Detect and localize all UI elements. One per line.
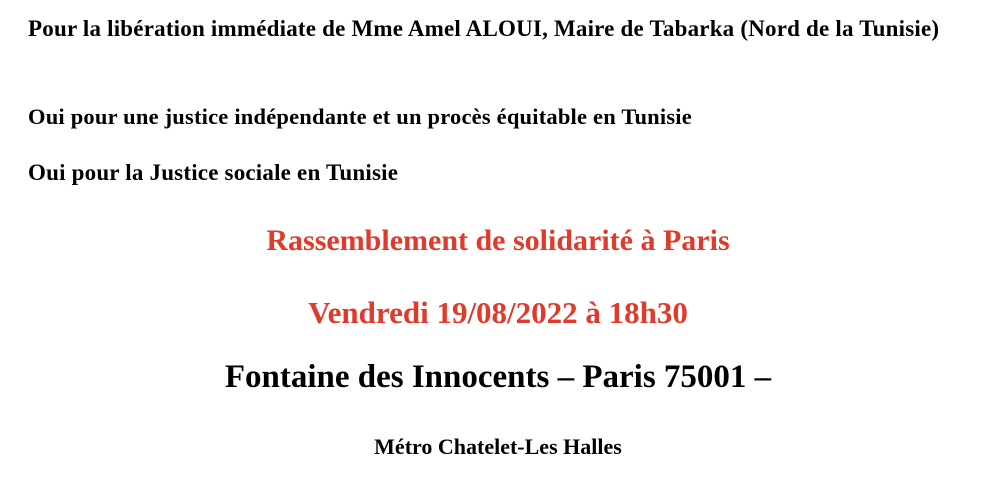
rally-title: Rassemblement de solidarité à Paris [266, 224, 730, 257]
rally-location: Fontaine des Innocents – Paris 75001 – [224, 359, 772, 395]
rally-datetime: Vendredi 19/08/2022 à 18h30 [308, 295, 688, 330]
line-justice-independante: Oui pour une justice indépendante et un procès équitable en Tunisie [28, 104, 692, 129]
headline-liberation: Pour la libération immédiate de Mme Amel ALOUI, Maire de Tabarka (Nord de la Tunisie) [28, 16, 940, 41]
rally-metro-info: Métro Chatelet-Les Halles [374, 434, 622, 459]
line-justice-sociale: Oui pour la Justice sociale en Tunisie [28, 160, 399, 185]
